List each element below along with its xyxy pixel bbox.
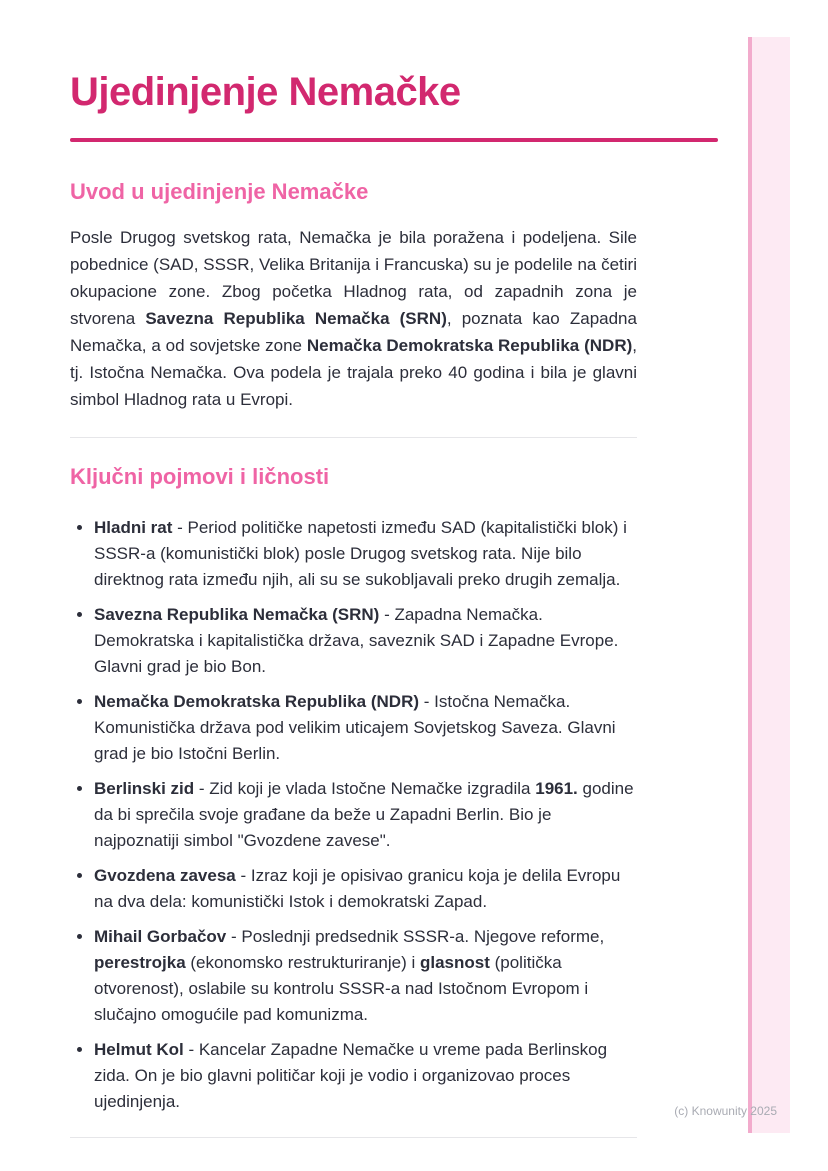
body-text: - Izraz koji je opisivao granicu koja je delila Evropu na dva dela: komunistički Istok i demokratski Zapad. xyxy=(94,866,621,911)
term-bold-text: 1961. xyxy=(535,779,578,798)
term-bold-text: Berlinski zid xyxy=(94,779,195,798)
list-item xyxy=(94,776,637,854)
body-text: - Period političke napetosti između SAD (kapitalistički blok) i SSSR-a (komunistički blok) posle Drugog svetskog rata. Nije bilo direktnog rata između njih, ali su se sukobljavali preko drugih zemalja. xyxy=(94,518,627,589)
term-bold-text: Mihail Gorbačov xyxy=(94,927,227,946)
bookmark-stripe xyxy=(748,37,790,1133)
list-item xyxy=(94,689,637,767)
section-heading-key-terms: Ključni pojmovi i ličnosti xyxy=(70,464,330,489)
body-text: - Zid koji je vlada Istočne Nemačke izgradila xyxy=(194,779,536,798)
body-text: (politička otvorenost), oslabile su kontrolu SSSR-a nad Istočnom Evropom i slučajno omogućile pad komunizma. xyxy=(94,953,589,1024)
term-bold-text: Hladni rat xyxy=(94,518,173,537)
term-bold-text: glasnost xyxy=(419,953,490,972)
list-item xyxy=(94,863,637,915)
body-text: Posle Drugog svetskog rata, Nemačka je bila poražena i podeljena. Sile pobednice (SAD, SSSR, Velika Britanija i Francuska) su je podelile na četiri okupacione zone. Zbog početka Hladnog rata, od zapadnih zona je stvorena xyxy=(70,228,637,328)
list-item xyxy=(94,515,637,593)
section-heading-intro: Uvod u ujedinjenje Nemačke xyxy=(70,179,369,204)
body-text: , tj. Istočna Nemačka. Ova podela je trajala preko 40 godina i bila je glavni simbol Hladnog rata u Evropi. xyxy=(70,336,637,409)
key-terms-list xyxy=(70,515,637,1115)
footer-copyright: (c) Knowunity 2025 xyxy=(674,1104,777,1118)
body-text: godine da bi sprečila svoje građane da beže u Zapadni Berlin. Bio je najpoznatiji simbol "Gvozdene zavese". xyxy=(94,779,634,850)
term-bold-text: perestrojka xyxy=(94,953,186,972)
body-text: - Poslednji predsednik SSSR-a. Njegove reforme, xyxy=(226,927,605,946)
term-bold-text: Nemačka Demokratska Republika (NDR) xyxy=(306,336,633,355)
intro-paragraph xyxy=(70,224,637,413)
term-bold-text: Gvozdena zavesa xyxy=(94,866,236,885)
page-title: Ujedinjenje Nemačke xyxy=(70,70,461,114)
list-item xyxy=(94,602,637,680)
term-bold-text: Helmut Kol xyxy=(94,1040,184,1059)
term-bold-text: Savezna Republika Nemačka (SRN) xyxy=(94,605,380,624)
body-text: - Istočna Nemačka. Komunistička država pod velikim uticajem Sovjetskog Saveza. Glavni grad je bio Istočni Berlin. xyxy=(94,692,616,763)
list-item xyxy=(94,924,637,1028)
body-text: - Kancelar Zapadne Nemačke u vreme pada Berlinskog zida. On je bio glavni političar koji je vodio i organizovao proces ujedinjenja. xyxy=(94,1040,608,1111)
body-text: - Zapadna Nemačka. Demokratska i kapitalistička država, saveznik SAD i Zapadne Evrope. Glavni grad je bio Bon. xyxy=(94,605,619,676)
list-item xyxy=(94,1037,637,1115)
title-rule xyxy=(70,138,718,142)
term-bold-text: Savezna Republika Nemačka (SRN) xyxy=(145,309,447,328)
body-text: (ekonomsko restrukturiranje) i xyxy=(185,953,420,972)
document-page xyxy=(70,0,637,1138)
section-divider-top xyxy=(70,437,637,438)
term-bold-text: Nemačka Demokratska Republika (NDR) xyxy=(94,692,420,711)
body-text: , poznata kao Zapadna Nemačka, a od sovjetske zone xyxy=(70,309,637,355)
section-divider-bottom xyxy=(70,1137,637,1138)
